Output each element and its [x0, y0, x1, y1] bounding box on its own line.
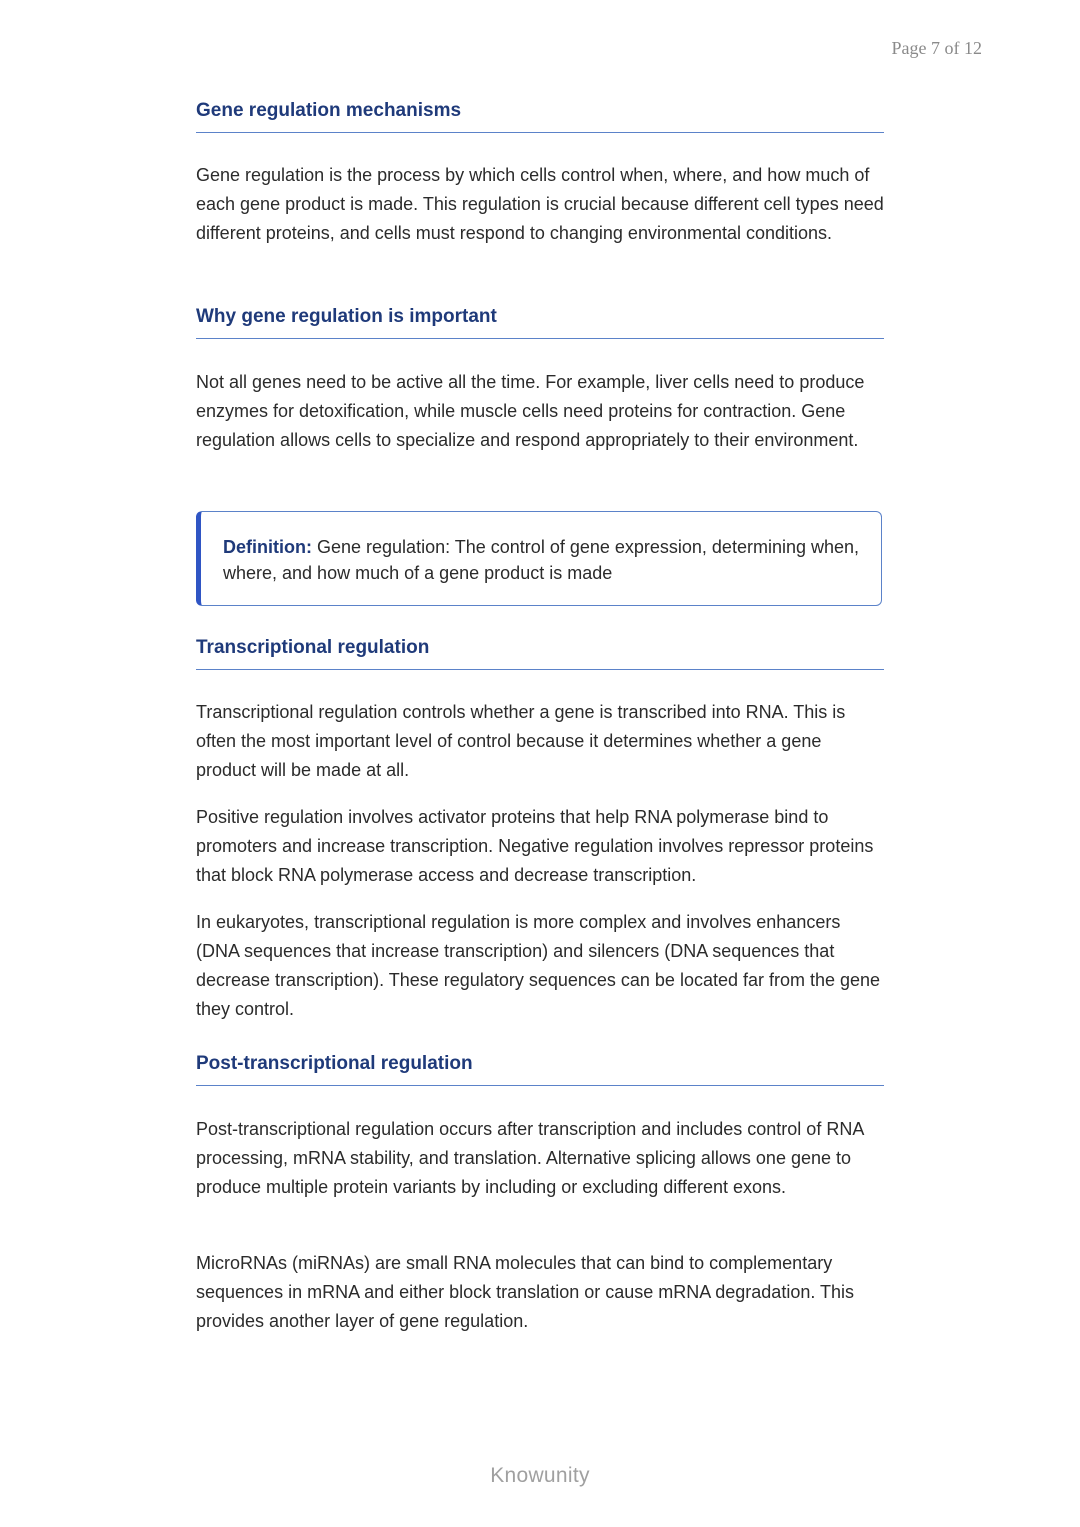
section-heading-transcriptional-regulation: Transcriptional regulation: [196, 637, 884, 670]
paragraph: Gene regulation is the process by which cells control when, where, and how much of each gene product is made. This regulation is crucial because different cell types need different proteins, and cells must respond to changing environmental conditions.: [196, 165, 884, 243]
definition-box: [196, 511, 882, 606]
definition-text: Gene regulation: The control of gene expression, determining when, where, and how much of a gene product is made: [223, 537, 860, 583]
paragraph: MicroRNAs (miRNAs) are small RNA molecules that can bind to complementary sequences in mRNA and either block translation or cause mRNA degradation. This provides another layer of gene regulation.: [196, 1253, 855, 1331]
paragraph: Post-transcriptional regulation occurs after transcription and includes control of RNA processing, mRNA stability, and translation. Alternative splicing allows one gene to produce multiple protein variants by including or excluding different exons.: [196, 1119, 864, 1197]
section-heading-post-transcriptional-regulation: Post-transcriptional regulation: [196, 1053, 884, 1086]
section-heading-why-gene-regulation-is-important: Why gene regulation is important: [196, 306, 884, 339]
paragraph: Positive regulation involves activator proteins that help RNA polymerase bind to promoters and increase transcription. Negative regulation involves repressor proteins that block RNA polymerase access and decrease transcription.: [196, 807, 874, 885]
footer-brand-logo: Knowunity: [490, 1464, 590, 1487]
definition-label: Definition:: [223, 537, 312, 557]
paragraph: Not all genes need to be active all the time. For example, liver cells need to produce enzymes for detoxification, while muscle cells need proteins for contraction. Gene regulation allows cells to specialize and respond appropriately to their environment.: [196, 372, 865, 450]
page-number: Page 7 of 12: [891, 38, 982, 58]
paragraph: In eukaryotes, transcriptional regulation is more complex and involves enhancers (DNA sequences that increase transcription) and silencers (DNA sequences that decrease transcription). These regulatory sequences can be located far from the gene they control.: [196, 912, 881, 1019]
section-heading-gene-regulation-mechanisms: Gene regulation mechanisms: [196, 100, 884, 133]
paragraph: Transcriptional regulation controls whether a gene is transcribed into RNA. This is often the most important level of control because it determines whether a gene product will be made at all.: [196, 702, 846, 780]
